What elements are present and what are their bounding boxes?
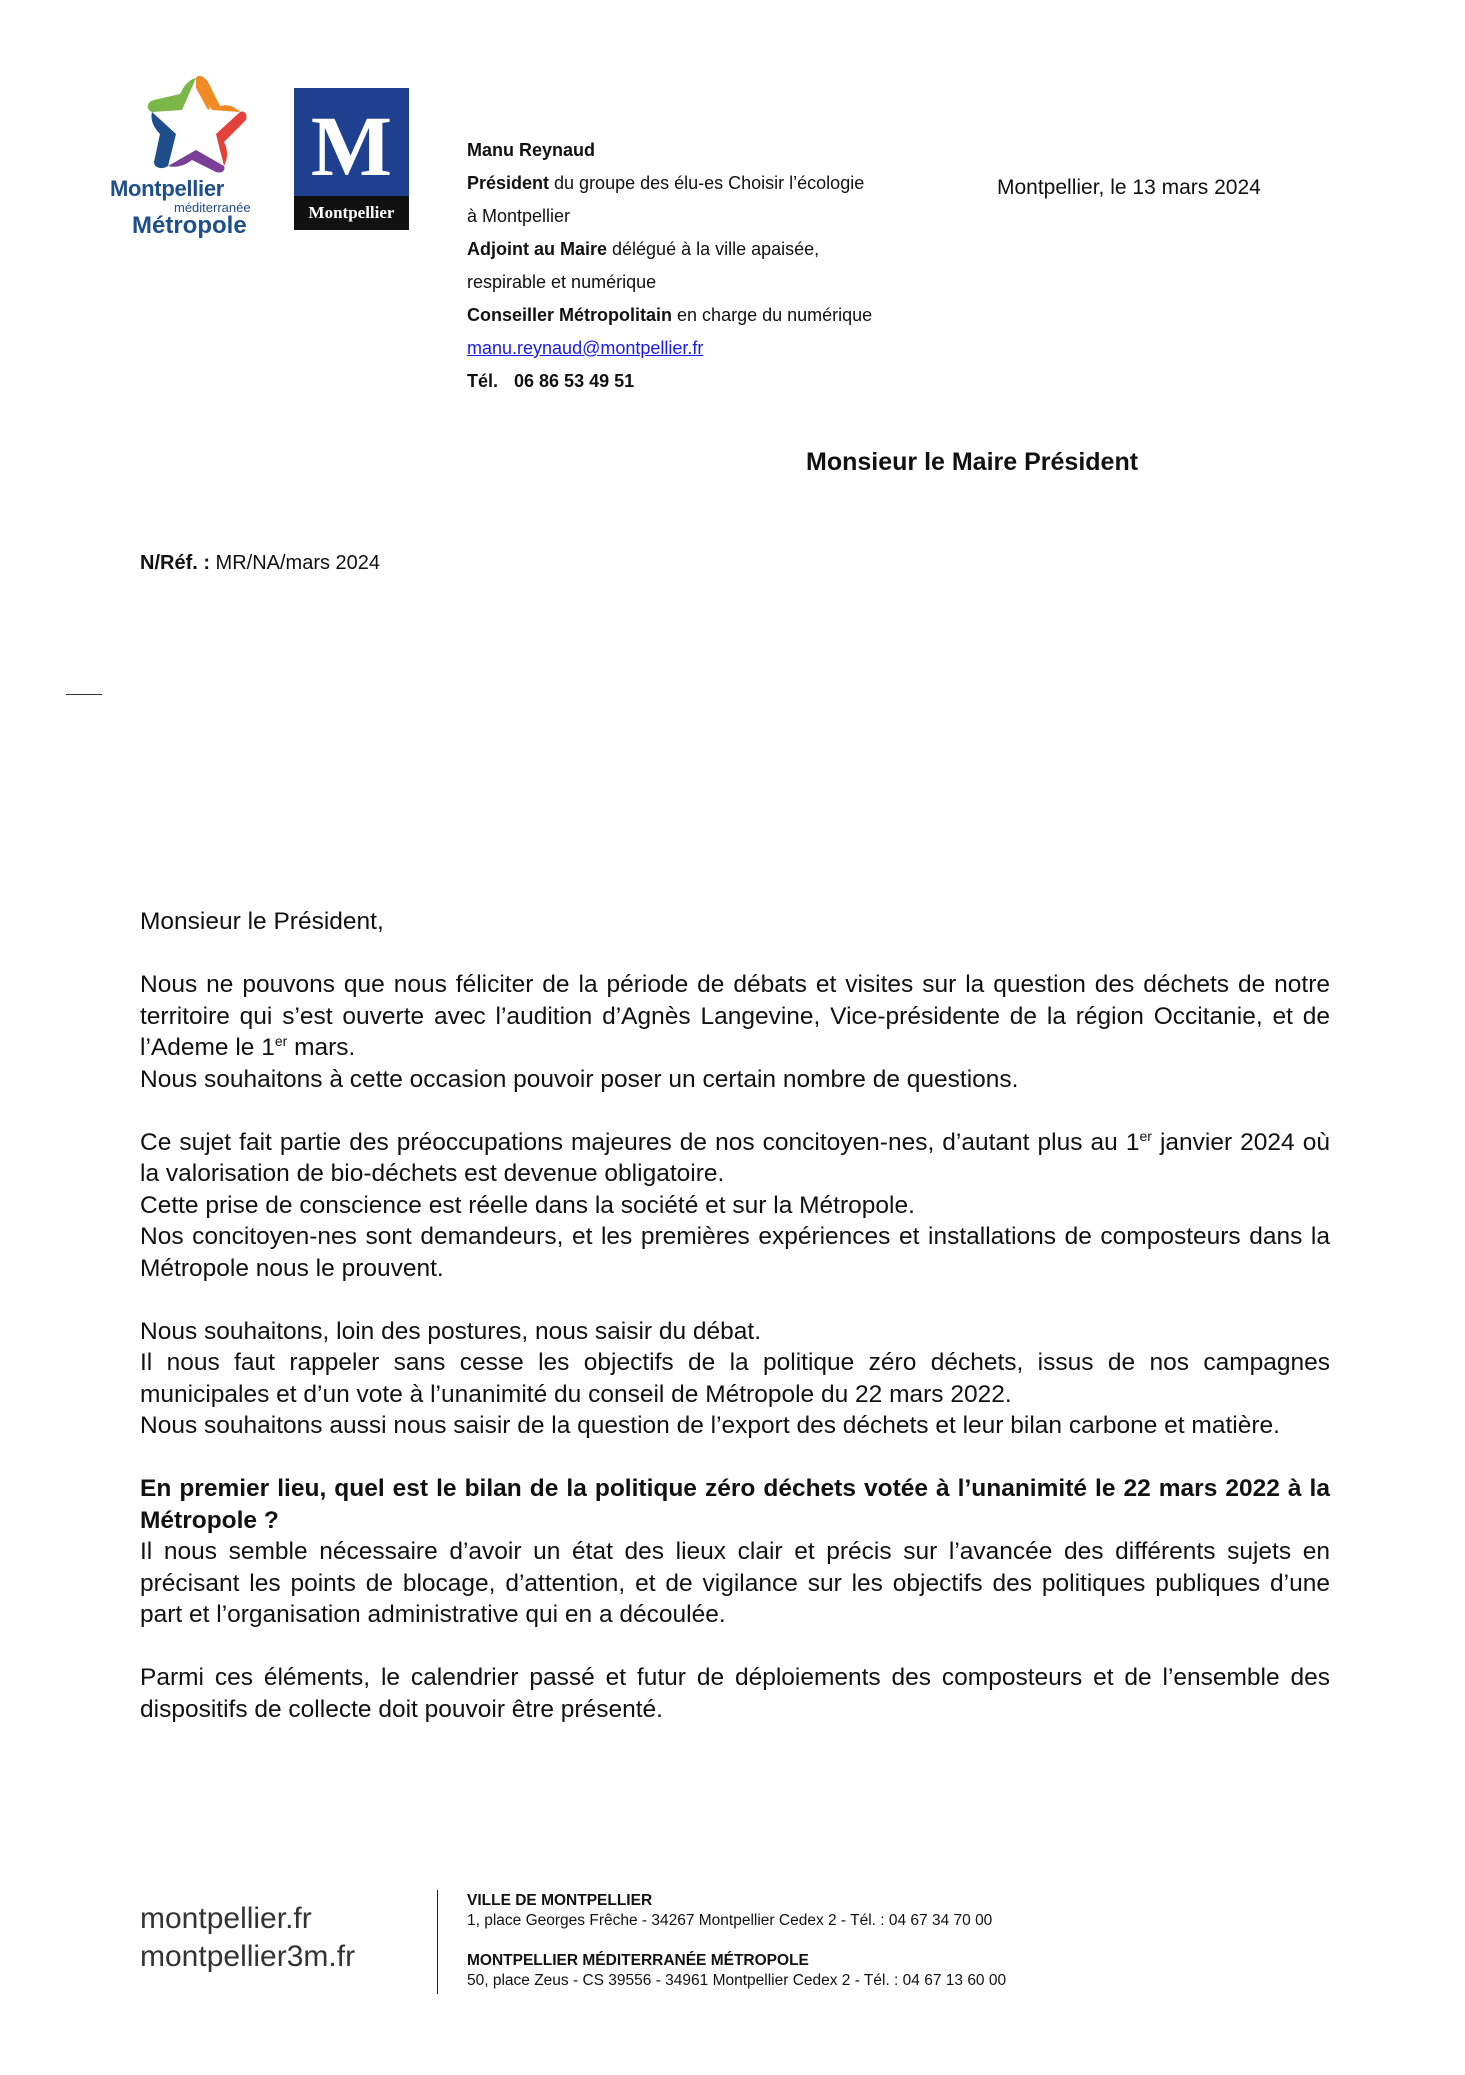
paragraph-4-text: Il nous semble nécessaire d’avoir un état des lieux clair et précis sur l’avancée des différents sujets en précisant les points de blocage, d’attention, et de vigilance sur les objectifs des politiques publiques d’une part et l’organisation administrative qui en a découlée. <box>140 1538 1330 1628</box>
fold-mark <box>66 694 102 695</box>
paragraph-3-line1: Nous souhaitons, loin des postures, nous saisir du débat. <box>140 1317 762 1345</box>
sender-role3-title: Conseiller Métropolitain <box>467 305 673 325</box>
paragraph-5: Parmi ces éléments, le calendrier passé et futur de déploiements des composteurs et de l’ensemble des dispositifs de collecte doit pouvoir être présenté. <box>140 1664 1330 1723</box>
footer-org1-address: 1, place Georges Frêche - 34267 Montpellier Cedex 2 - Tél. : 04 67 34 70 00 <box>467 1912 993 1929</box>
letter-date: Montpellier, le 13 mars 2024 <box>997 176 1261 199</box>
reference <box>140 552 380 575</box>
sender-email-link[interactable]: manu.reynaud@montpellier.fr <box>467 338 704 358</box>
reference-label: N/Réf. : <box>140 552 210 574</box>
star-logo-icon <box>136 72 256 182</box>
paragraph-1-line2: Nous souhaitons à cette occasion pouvoir poser un certain nombre de questions. <box>140 1065 1019 1093</box>
footer-sites <box>140 1900 355 1976</box>
footer-organisations <box>467 1891 1006 1991</box>
paragraph-3-line3: Nous souhaitons aussi nous saisir de la question de l’export des déchets et leur bilan carbone et matière. <box>140 1412 1280 1439</box>
sender-phone-label: Tél. <box>467 371 499 391</box>
paragraph-1: Nous ne pouvons que nous féliciter de la période de débats et visites sur la question des déchets de notre territoire qui s’est ouverte avec l’audition d’Agnès Langevine, Vice-présidente de la région Occitanie, et de l’Ademe le 1er mars. <box>140 971 1330 1061</box>
sender-role2-text: délégué à la ville apaisée, <box>607 239 820 259</box>
sender-name: Manu Reynaud <box>467 140 596 160</box>
footer-site-2[interactable]: montpellier3m.fr <box>140 1940 356 1973</box>
reference-value: MR/NA/mars 2024 <box>210 552 381 574</box>
footer-org2-address: 50, place Zeus - CS 39556 - 34961 Montpellier Cedex 2 - Tél. : 04 67 13 60 00 <box>467 1972 1007 1989</box>
footer-site-1[interactable]: montpellier.fr <box>140 1902 312 1935</box>
ville-logo-letter: M <box>310 98 393 194</box>
ville-logo-name: Montpellier <box>294 196 409 230</box>
footer-org1-name: VILLE DE MONTPELLIER <box>467 1892 653 1909</box>
addressee: Monsieur le Maire Président <box>806 448 1139 476</box>
sender-role3-text: en charge du numérique <box>672 305 873 325</box>
metropole-logo-line3: Métropole <box>132 212 247 239</box>
sender-phone: 06 86 53 49 51 <box>514 371 635 391</box>
sender-role1-title: Président <box>467 173 550 193</box>
metropole-logo-line1: Montpellier <box>110 176 225 201</box>
sender-role1-text: du groupe des élu-es Choisir l’écologie <box>549 173 865 193</box>
paragraph-2-line3: Nos concitoyen-nes sont demandeurs, et les premières expériences et installations de composteurs dans la Métropole nous le prouvent. <box>140 1223 1330 1282</box>
paragraph-3-line2: Il nous faut rappeler sans cesse les objectifs de la politique zéro déchets, issus de nos campagnes municipales et d’un vote à l’unanimité du conseil de Métropole du 22 mars 2022. <box>140 1349 1330 1408</box>
ville-logo <box>294 88 409 230</box>
sender-block <box>467 134 872 398</box>
paragraph-4-question: En premier lieu, quel est le bilan de la politique zéro déchets votée à l’unanimité le 22 mars 2022 à la Métropole ? <box>140 1475 1330 1534</box>
sender-role1-cont: à Montpellier <box>467 206 571 226</box>
metropole-logo-line2: méditerranée <box>174 200 251 215</box>
paragraph-2-line2: Cette prise de conscience est réelle dans la société et sur la Métropole. <box>140 1191 915 1219</box>
sender-role2-title: Adjoint au Maire <box>467 239 608 259</box>
salutation: Monsieur le Président, <box>140 908 384 935</box>
footer-divider <box>437 1890 438 1994</box>
letter-body <box>140 906 1330 1725</box>
paragraph-2: Ce sujet fait partie des préoccupations majeures de nos concitoyen-nes, d’autant plus au 1er janvier 2024 où la valorisation de bio-déchets est devenue obligatoire. <box>140 1127 1330 1187</box>
sender-role2-cont: respirable et numérique <box>467 272 657 292</box>
footer-org2-name: MONTPELLIER MÉDITERRANÉE MÉTROPOLE <box>467 1952 809 1969</box>
metropole-logo <box>108 72 278 242</box>
